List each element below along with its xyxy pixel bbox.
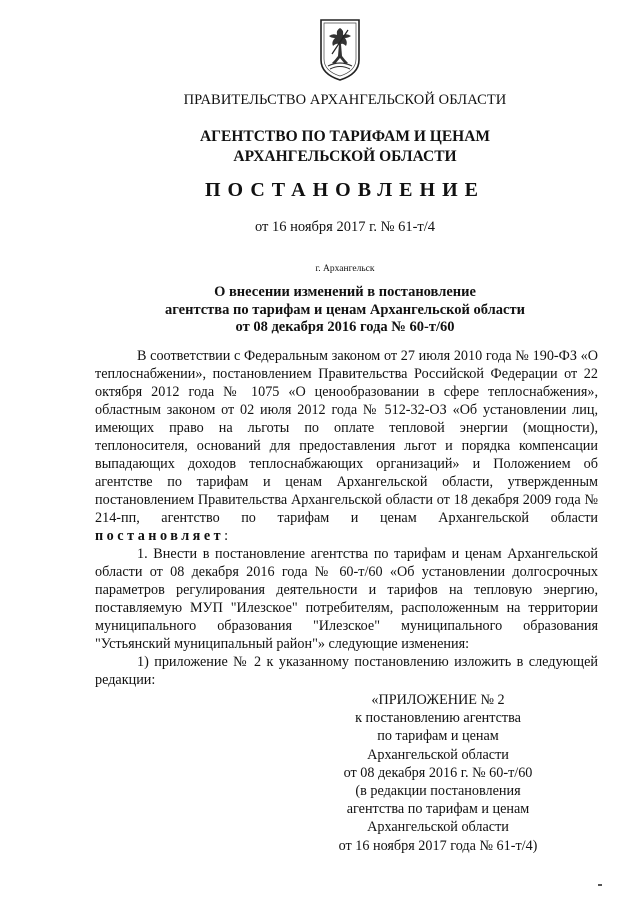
page-mark xyxy=(598,884,602,886)
preamble-text: В соответствии с Федеральным законом от 27 июля 2010 года № 190-ФЗ «О теплоснабжении», постановлением Правительства Российской Федерации от 22 октября 2012 года № 1075 «О ценообразовании в сфере теплоснабжения», областным законом от 02 июля 2012 года № 512-32-ОЗ «Об установлении лиц, имеющих право на льготы по оплате тепловой энергии (мощности), теплоносителя, оснований для предоставления льгот и порядка компенсации выпадающих доходов теплоснабжающих организаций» и Положением об агентстве по тарифам и ценам Архангельской области, утвержденным постановлением Правительства Архангельской области от 18 декабря 2009 года № 214-пп, агентство по тарифам и ценам Архангельской области xyxy=(95,348,598,526)
subject-line1: О внесении изменений в постановление xyxy=(214,284,476,300)
subject-line3: от 08 декабря 2016 года № 60-т/60 xyxy=(235,319,455,335)
government-name: ПРАВИТЕЛЬСТВО АРХАНГЕЛЬСКОЙ ОБЛАСТИ xyxy=(183,92,507,108)
appendix-line: Архангельской области xyxy=(367,746,509,763)
agency-name-line1: АГЕНТСТВО ПО ТАРИФАМ И ЦЕНАМ xyxy=(199,128,491,145)
appendix-line: от 08 декабря 2016 г. № 60-т/60 xyxy=(343,764,533,781)
coat-of-arms-icon xyxy=(318,16,362,82)
body-paragraph-3: 1) приложение № 2 к указанному постановлению изложить в следующей редакции: xyxy=(95,654,598,688)
appendix-header xyxy=(300,691,576,855)
decree-word: постановляет xyxy=(95,528,225,544)
subject-line2: агентства по тарифам и ценам Архангельской области xyxy=(165,301,525,318)
document-subject xyxy=(0,284,640,337)
appendix-line: от 16 ноября 2017 года № 61-т/4) xyxy=(338,837,538,854)
appendix-line: по тарифам и ценам xyxy=(377,728,499,745)
appendix-line: агентства по тарифам и ценам xyxy=(346,801,530,818)
body-paragraph-1 xyxy=(95,347,598,545)
agency-name-line2: АРХАНГЕЛЬСКОЙ ОБЛАСТИ xyxy=(233,148,457,165)
document-city: г. Архангельск xyxy=(315,264,375,274)
document-type: ПОСТАНОВЛЕНИЕ xyxy=(205,179,485,201)
appendix-line: к постановлению агентства xyxy=(355,710,521,727)
document-body xyxy=(95,347,598,689)
agency-name xyxy=(0,127,640,167)
body-paragraph-2: 1. Внести в постановление агентства по тарифам и ценам Архангельской области от 08 декабря 2016 года № 60-т/60 «Об установлении долгосрочных параметров регулирования деятельности и тарифов на тепловую энергию, поставляемую МУП "Илезское" потребителям, расположенным на территории муниципального образования "Илезское" муниципального образования "Устьянский муниципальный район"» следующие изменения: xyxy=(95,546,598,652)
appendix-line: (в редакции постановления xyxy=(355,783,521,800)
document-date-number: от 16 ноября 2017 г. № 61-т/4 xyxy=(254,219,436,235)
appendix-line: Архангельской области xyxy=(367,819,509,836)
preamble-end: : xyxy=(224,528,229,544)
appendix-line: «ПРИЛОЖЕНИЕ № 2 xyxy=(371,692,505,708)
